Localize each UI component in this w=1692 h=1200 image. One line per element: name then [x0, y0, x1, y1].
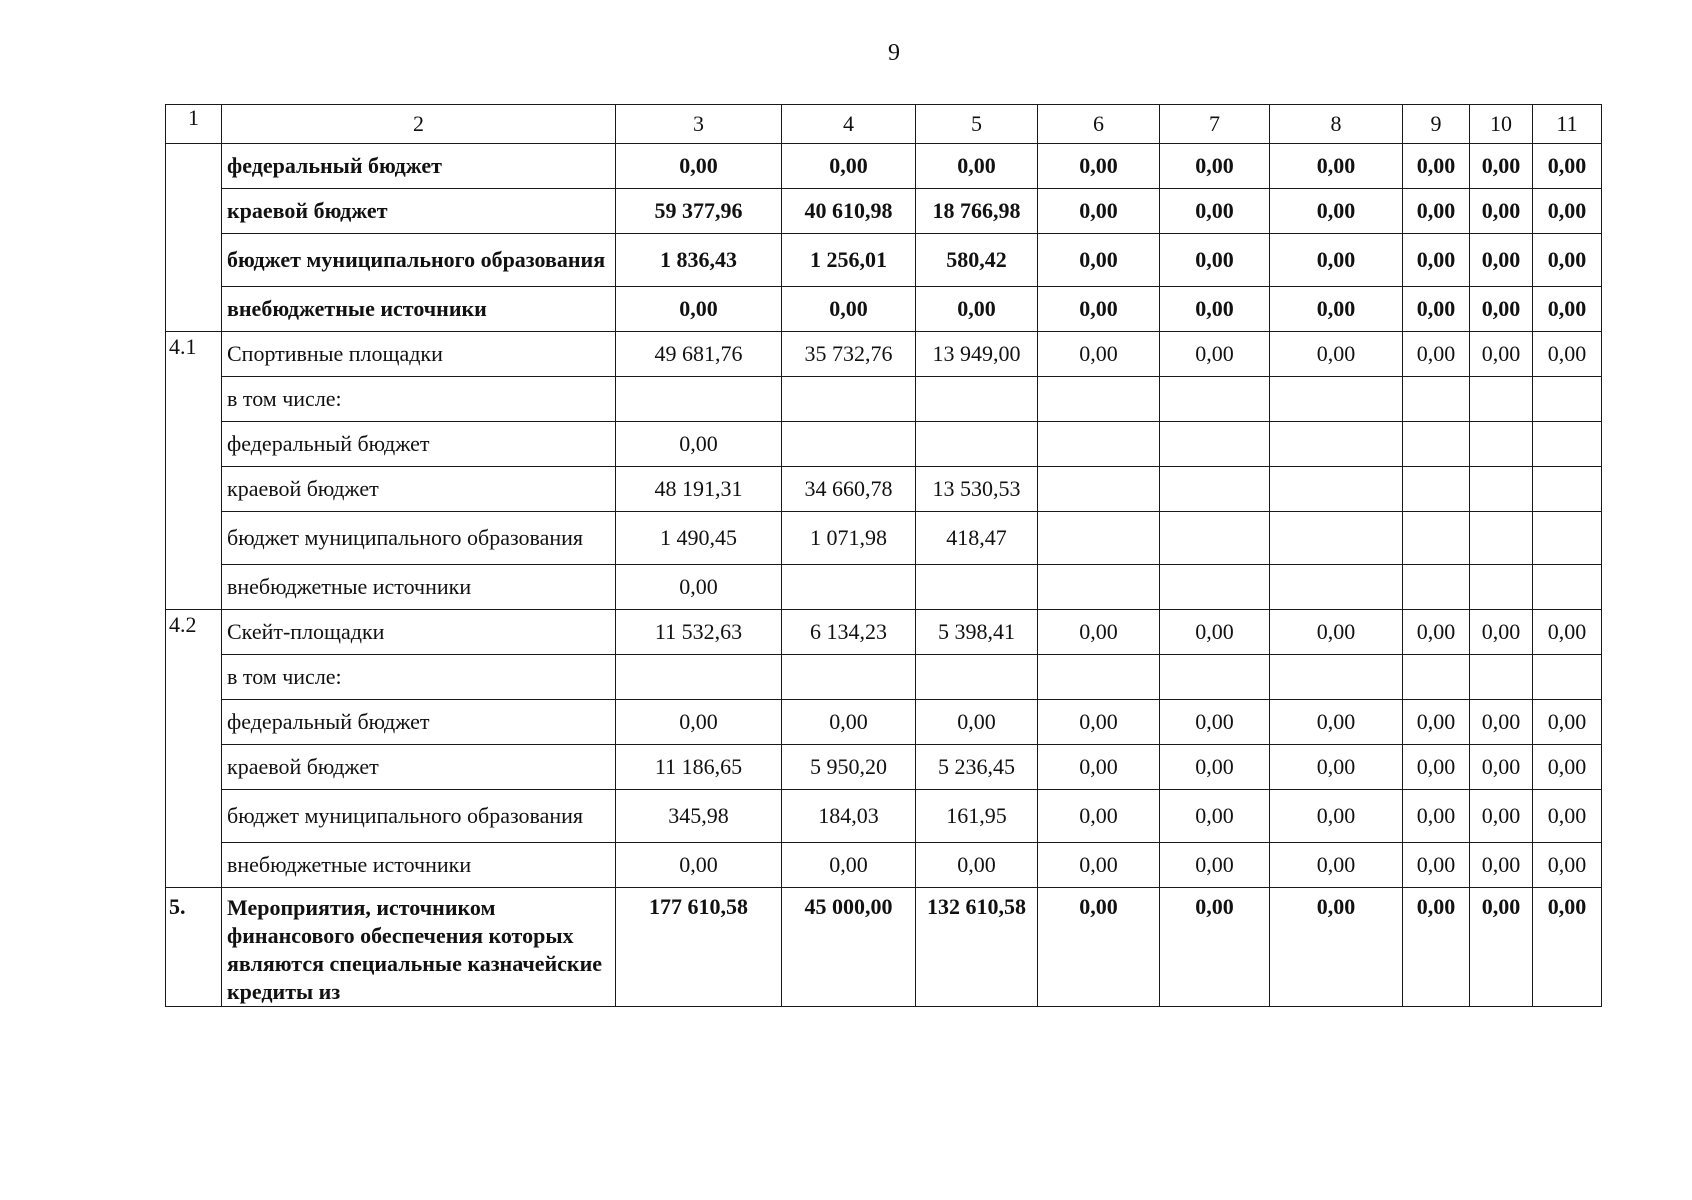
value-cell: [782, 565, 916, 610]
value-cell: 0,00: [1160, 843, 1270, 888]
value-cell: 0,00: [1470, 332, 1533, 377]
value-cell: 40 610,98: [782, 189, 916, 234]
value-cell: 0,00: [1403, 700, 1470, 745]
value-cell: [1533, 422, 1602, 467]
table-row: [166, 332, 1602, 377]
value-cell: [1270, 422, 1403, 467]
row-index-cell: 5.: [166, 888, 222, 1007]
header-cell: 9: [1403, 105, 1470, 144]
header-cell: 1: [166, 105, 222, 144]
value-cell: 0,00: [1533, 332, 1602, 377]
value-cell: [1533, 655, 1602, 700]
table-row: [166, 610, 1602, 655]
value-cell: [916, 422, 1038, 467]
value-cell: 0,00: [916, 144, 1038, 189]
row-label-cell: внебюджетные источники: [222, 287, 616, 332]
value-cell: 0,00: [1038, 287, 1160, 332]
value-cell: 0,00: [1160, 745, 1270, 790]
value-cell: 0,00: [1533, 745, 1602, 790]
value-cell: 1 836,43: [616, 234, 782, 287]
budget-table: [165, 104, 1602, 1007]
table-row: [166, 745, 1602, 790]
table-row: [166, 843, 1602, 888]
value-cell: 0,00: [1470, 745, 1533, 790]
value-cell: 0,00: [1160, 234, 1270, 287]
value-cell: 0,00: [616, 287, 782, 332]
value-cell: 0,00: [916, 700, 1038, 745]
value-cell: 0,00: [1270, 189, 1403, 234]
table-row: [166, 790, 1602, 843]
row-label-cell: внебюджетные источники: [222, 565, 616, 610]
value-cell: 0,00: [1470, 144, 1533, 189]
value-cell: 0,00: [1038, 189, 1160, 234]
header-cell: 8: [1270, 105, 1403, 144]
value-cell: 0,00: [1403, 234, 1470, 287]
value-cell: 0,00: [1403, 843, 1470, 888]
value-cell: 0,00: [1038, 332, 1160, 377]
table-row: [166, 512, 1602, 565]
value-cell: [1270, 655, 1403, 700]
value-cell: 0,00: [1470, 234, 1533, 287]
value-cell: 0,00: [916, 287, 1038, 332]
value-cell: 0,00: [1470, 700, 1533, 745]
row-index-cell: [166, 144, 222, 332]
value-cell: 0,00: [616, 144, 782, 189]
table-row: [166, 189, 1602, 234]
value-cell: 0,00: [1160, 610, 1270, 655]
value-cell: 0,00: [616, 843, 782, 888]
value-cell: 0,00: [1533, 189, 1602, 234]
value-cell: 0,00: [782, 287, 916, 332]
value-cell: [1160, 565, 1270, 610]
value-cell: 13 530,53: [916, 467, 1038, 512]
header-cell: 6: [1038, 105, 1160, 144]
value-cell: 6 134,23: [782, 610, 916, 655]
value-cell: 0,00: [1160, 888, 1270, 1007]
value-cell: 0,00: [1533, 144, 1602, 189]
value-cell: [1160, 655, 1270, 700]
value-cell: [616, 655, 782, 700]
value-cell: [1470, 467, 1533, 512]
value-cell: 0,00: [616, 565, 782, 610]
value-cell: 580,42: [916, 234, 1038, 287]
value-cell: 0,00: [1403, 745, 1470, 790]
value-cell: 0,00: [1270, 332, 1403, 377]
value-cell: [1160, 512, 1270, 565]
table-row: [166, 467, 1602, 512]
header-cell: 11: [1533, 105, 1602, 144]
value-cell: 0,00: [1403, 790, 1470, 843]
value-cell: [1403, 467, 1470, 512]
value-cell: [616, 377, 782, 422]
value-cell: 0,00: [782, 700, 916, 745]
value-cell: [1038, 655, 1160, 700]
header-cell: 2: [222, 105, 616, 144]
row-label-cell: федеральный бюджет: [222, 144, 616, 189]
value-cell: 0,00: [1038, 144, 1160, 189]
value-cell: 0,00: [1270, 144, 1403, 189]
value-cell: 0,00: [1270, 843, 1403, 888]
value-cell: 0,00: [616, 422, 782, 467]
table-row: [166, 655, 1602, 700]
header-cell: 7: [1160, 105, 1270, 144]
value-cell: 0,00: [1270, 700, 1403, 745]
table-row: [166, 377, 1602, 422]
value-cell: 161,95: [916, 790, 1038, 843]
table-row: [166, 287, 1602, 332]
value-cell: 0,00: [1038, 700, 1160, 745]
value-cell: 5 398,41: [916, 610, 1038, 655]
value-cell: 59 377,96: [616, 189, 782, 234]
row-index-cell: 4.1: [166, 332, 222, 610]
value-cell: [1533, 565, 1602, 610]
row-label-cell: в том числе:: [222, 377, 616, 422]
value-cell: [1038, 422, 1160, 467]
value-cell: 0,00: [1470, 610, 1533, 655]
table-row: [166, 422, 1602, 467]
value-cell: 11 532,63: [616, 610, 782, 655]
value-cell: 34 660,78: [782, 467, 916, 512]
value-cell: 0,00: [1533, 610, 1602, 655]
value-cell: 45 000,00: [782, 888, 916, 1007]
value-cell: [782, 422, 916, 467]
value-cell: 0,00: [1403, 888, 1470, 1007]
row-label-cell: краевой бюджет: [222, 467, 616, 512]
value-cell: 184,03: [782, 790, 916, 843]
value-cell: 0,00: [1038, 745, 1160, 790]
value-cell: [1270, 512, 1403, 565]
row-label-cell: внебюджетные источники: [222, 843, 616, 888]
value-cell: 49 681,76: [616, 332, 782, 377]
value-cell: 35 732,76: [782, 332, 916, 377]
value-cell: [1470, 422, 1533, 467]
value-cell: [916, 655, 1038, 700]
value-cell: 0,00: [1038, 888, 1160, 1007]
value-cell: 1 490,45: [616, 512, 782, 565]
value-cell: 418,47: [916, 512, 1038, 565]
value-cell: 5 950,20: [782, 745, 916, 790]
value-cell: 0,00: [1403, 144, 1470, 189]
value-cell: 13 949,00: [916, 332, 1038, 377]
value-cell: 1 256,01: [782, 234, 916, 287]
value-cell: [1533, 467, 1602, 512]
value-cell: 0,00: [1160, 700, 1270, 745]
table-row: [166, 888, 1602, 1007]
value-cell: [1270, 467, 1403, 512]
row-label-cell: Скейт-площадки: [222, 610, 616, 655]
header-cell: 10: [1470, 105, 1533, 144]
value-cell: 0,00: [1270, 287, 1403, 332]
value-cell: 132 610,58: [916, 888, 1038, 1007]
header-cell: 4: [782, 105, 916, 144]
value-cell: [916, 565, 1038, 610]
table-row: [166, 144, 1602, 189]
value-cell: 0,00: [1403, 610, 1470, 655]
value-cell: 0,00: [1533, 234, 1602, 287]
value-cell: 0,00: [1270, 610, 1403, 655]
value-cell: 0,00: [1038, 234, 1160, 287]
value-cell: 5 236,45: [916, 745, 1038, 790]
value-cell: [1270, 377, 1403, 422]
value-cell: [1403, 422, 1470, 467]
value-cell: [1533, 512, 1602, 565]
value-cell: [1403, 655, 1470, 700]
value-cell: 0,00: [1403, 189, 1470, 234]
value-cell: [1160, 467, 1270, 512]
value-cell: 18 766,98: [916, 189, 1038, 234]
value-cell: 0,00: [782, 144, 916, 189]
value-cell: [1403, 565, 1470, 610]
value-cell: [1038, 467, 1160, 512]
value-cell: 0,00: [1270, 888, 1403, 1007]
value-cell: [1533, 377, 1602, 422]
row-label-cell: бюджет муниципального образования: [222, 790, 616, 843]
value-cell: 0,00: [1470, 189, 1533, 234]
value-cell: 48 191,31: [616, 467, 782, 512]
value-cell: 0,00: [1533, 843, 1602, 888]
header-cell: 3: [616, 105, 782, 144]
row-label-cell: бюджет муниципального образования: [222, 512, 616, 565]
value-cell: [1270, 565, 1403, 610]
value-cell: 0,00: [1038, 610, 1160, 655]
value-cell: 0,00: [1038, 843, 1160, 888]
value-cell: 0,00: [1038, 790, 1160, 843]
value-cell: 0,00: [1160, 287, 1270, 332]
value-cell: 0,00: [1270, 745, 1403, 790]
value-cell: [782, 377, 916, 422]
value-cell: [1403, 512, 1470, 565]
value-cell: 0,00: [1470, 888, 1533, 1007]
table-row: [166, 565, 1602, 610]
value-cell: 0,00: [1160, 790, 1270, 843]
table-row: [166, 234, 1602, 287]
value-cell: [1038, 512, 1160, 565]
table-header-row: [166, 105, 1602, 144]
value-cell: 0,00: [1160, 189, 1270, 234]
value-cell: [1403, 377, 1470, 422]
value-cell: [1038, 565, 1160, 610]
value-cell: 0,00: [1403, 287, 1470, 332]
value-cell: [916, 377, 1038, 422]
value-cell: [1160, 377, 1270, 422]
value-cell: 0,00: [1160, 144, 1270, 189]
value-cell: 0,00: [1270, 790, 1403, 843]
value-cell: 177 610,58: [616, 888, 782, 1007]
value-cell: 0,00: [1470, 790, 1533, 843]
value-cell: 0,00: [616, 700, 782, 745]
page-number: 9: [888, 40, 900, 66]
value-cell: 11 186,65: [616, 745, 782, 790]
value-cell: [1038, 377, 1160, 422]
row-label-cell: Мероприятия, источником финансового обеспечения которых являются специальные казначейские кредиты из: [222, 888, 616, 1007]
table-row: [166, 700, 1602, 745]
header-cell: 5: [916, 105, 1038, 144]
value-cell: [1470, 565, 1533, 610]
row-label-cell: краевой бюджет: [222, 745, 616, 790]
row-label-cell: краевой бюджет: [222, 189, 616, 234]
value-cell: 0,00: [782, 843, 916, 888]
row-label-cell: в том числе:: [222, 655, 616, 700]
value-cell: [1160, 422, 1270, 467]
row-label-cell: федеральный бюджет: [222, 700, 616, 745]
row-label-cell: бюджет муниципального образования: [222, 234, 616, 287]
value-cell: 345,98: [616, 790, 782, 843]
value-cell: 0,00: [1533, 700, 1602, 745]
value-cell: [1470, 655, 1533, 700]
value-cell: [1470, 377, 1533, 422]
value-cell: 0,00: [1470, 843, 1533, 888]
value-cell: 0,00: [1160, 332, 1270, 377]
row-label-cell: Спортивные площадки: [222, 332, 616, 377]
value-cell: 0,00: [1533, 287, 1602, 332]
row-label-cell: федеральный бюджет: [222, 422, 616, 467]
value-cell: 1 071,98: [782, 512, 916, 565]
row-index-cell: 4.2: [166, 610, 222, 888]
value-cell: [782, 655, 916, 700]
value-cell: 0,00: [1470, 287, 1533, 332]
value-cell: 0,00: [916, 843, 1038, 888]
value-cell: 0,00: [1533, 888, 1602, 1007]
value-cell: 0,00: [1533, 790, 1602, 843]
value-cell: 0,00: [1403, 332, 1470, 377]
value-cell: [1470, 512, 1533, 565]
value-cell: 0,00: [1270, 234, 1403, 287]
